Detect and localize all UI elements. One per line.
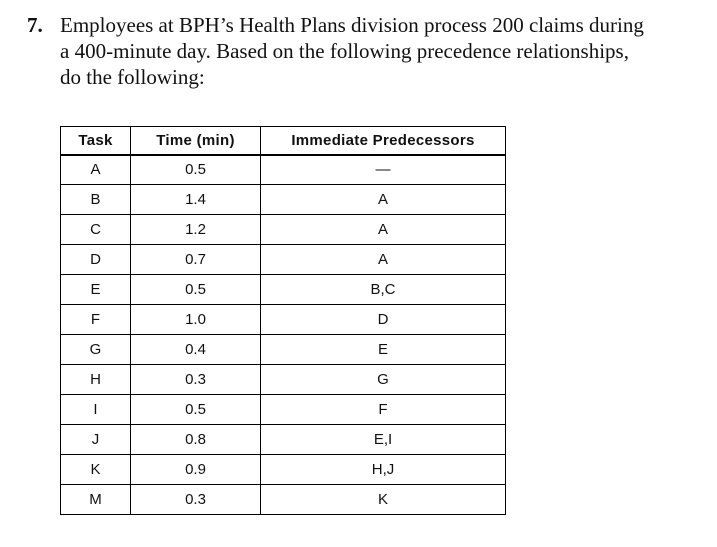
table-cell: 1.0	[131, 305, 261, 335]
table-cell: 0.3	[131, 365, 261, 395]
table-row	[61, 455, 506, 485]
table-cell: I	[61, 395, 131, 425]
table-cell: 0.3	[131, 485, 261, 515]
table-cell: E,I	[261, 425, 506, 455]
precedence-table-container	[60, 126, 506, 515]
table-cell: 0.5	[131, 395, 261, 425]
table-cell: —	[261, 155, 506, 185]
table-header-row	[61, 127, 506, 155]
table-row	[61, 215, 506, 245]
table-cell: B	[61, 185, 131, 215]
table-cell: 0.5	[131, 155, 261, 185]
problem-text: Employees at BPH’s Health Plans division process 200 claims during a 400-minute day. Based on the following precedence relationships, do the following:	[60, 13, 644, 89]
table-cell: A	[61, 155, 131, 185]
table-cell: G	[61, 335, 131, 365]
column-header: Time (min)	[131, 127, 261, 155]
table-cell: E	[61, 275, 131, 305]
table-cell: 1.2	[131, 215, 261, 245]
table-cell: M	[61, 485, 131, 515]
table-cell: K	[61, 455, 131, 485]
column-header: Immediate Predecessors	[261, 127, 506, 155]
table-row	[61, 365, 506, 395]
table-cell: 0.9	[131, 455, 261, 485]
table-cell: 0.8	[131, 425, 261, 455]
table-cell: A	[261, 215, 506, 245]
table-row	[61, 275, 506, 305]
table-cell: A	[261, 185, 506, 215]
table-row	[61, 335, 506, 365]
table-row	[61, 155, 506, 185]
table-row	[61, 245, 506, 275]
table-cell: B,C	[261, 275, 506, 305]
table-cell: H,J	[261, 455, 506, 485]
table-row	[61, 425, 506, 455]
problem-statement	[0, 12, 717, 90]
table-row	[61, 485, 506, 515]
table-cell: K	[261, 485, 506, 515]
table-cell: H	[61, 365, 131, 395]
table-cell: F	[61, 305, 131, 335]
precedence-table	[60, 126, 506, 515]
table-body	[61, 155, 506, 515]
table-cell: C	[61, 215, 131, 245]
problem-number: 7.	[27, 13, 43, 37]
column-header: Task	[61, 127, 131, 155]
table-row	[61, 185, 506, 215]
table-cell: 0.5	[131, 275, 261, 305]
table-cell: 0.4	[131, 335, 261, 365]
table-cell: D	[261, 305, 506, 335]
table-row	[61, 395, 506, 425]
table-cell: A	[261, 245, 506, 275]
table-cell: J	[61, 425, 131, 455]
table-cell: D	[61, 245, 131, 275]
table-cell: 1.4	[131, 185, 261, 215]
table-row	[61, 305, 506, 335]
table-cell: E	[261, 335, 506, 365]
table-cell: F	[261, 395, 506, 425]
table-cell: 0.7	[131, 245, 261, 275]
table-cell: G	[261, 365, 506, 395]
